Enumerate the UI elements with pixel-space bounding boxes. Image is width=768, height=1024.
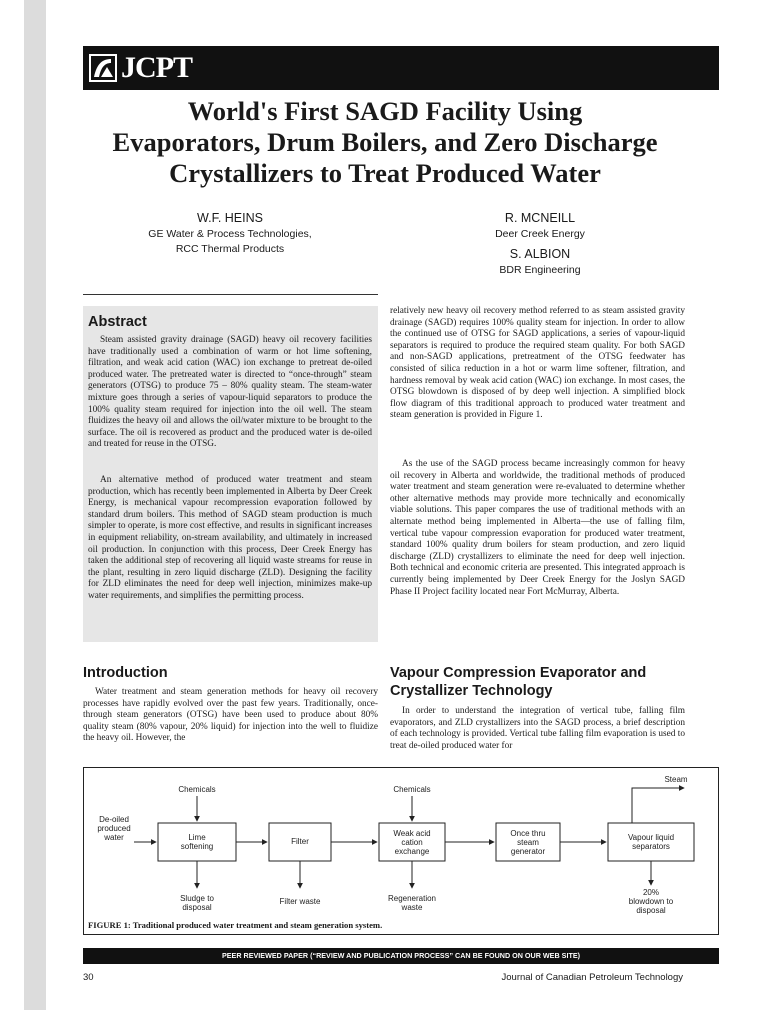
process-flow-diagram	[84, 768, 720, 936]
journal-logo	[89, 50, 192, 86]
paper-title	[83, 96, 687, 189]
author-affiliation: Deer Creek Energy	[495, 228, 585, 240]
introduction-paragraph: Water treatment and steam generation methods for heavy oil recovery processes have rapidly evolved over the past few years. Traditionally, once-through steam generators (OTSG) have been used to produce about 80% quality steam (80% vapour, 20% liquid) for injection into the well to fluidize the heavy oil. However, the	[83, 687, 378, 744]
author-affiliation: BDR Engineering	[499, 264, 581, 276]
author-name: W.F. HEINS	[197, 211, 263, 225]
box-label: Filter	[291, 837, 309, 846]
abstract-top-rule	[83, 294, 378, 295]
logo-text: JCPT	[121, 51, 192, 84]
output-label: 20%	[642, 888, 660, 897]
vapour-section-paragraph: In order to understand the integration of vertical tube, falling film evaporators, and ZLD crystallizers into the SAGD process, a brief description of each technology is provided. Vertical tube falling film evaporation is used to treat de-oiled produced water for	[390, 706, 685, 751]
box-label: cation	[401, 838, 423, 847]
chemicals-label: Chemicals	[393, 785, 431, 794]
box-label: softening	[180, 842, 214, 851]
vapour-section-heading	[390, 664, 690, 700]
author-affiliation: GE Water & Process Technologies,	[148, 228, 312, 240]
heading-line: Vapour Compression Evaporator and	[390, 665, 647, 681]
box-label: Vapour liquid	[627, 833, 675, 842]
author-mcneill	[430, 210, 650, 242]
box-label: generator	[510, 847, 546, 856]
journal-name: Journal of Canadian Petroleum Technology	[501, 972, 683, 983]
logo-emblem-icon	[89, 53, 119, 83]
input-label: water	[104, 833, 124, 842]
input-label: produced	[97, 824, 131, 833]
output-label: Regeneration	[387, 894, 437, 903]
page-number: 30	[83, 972, 94, 983]
abstract-heading: Abstract	[88, 314, 147, 330]
box-label: exchange	[394, 847, 430, 856]
heading-line: Crystallizer Technology	[390, 683, 553, 699]
author-albion	[430, 246, 650, 278]
author-affiliation: RCC Thermal Products	[175, 243, 285, 255]
output-label: Filter waste	[279, 897, 321, 906]
steam-arrow	[632, 788, 684, 823]
abstract-paragraph: Steam assisted gravity drainage (SAGD) heavy oil recovery facilities have traditionally used a combination of warm or hot lime softening, filtration, and weak acid cation (WAC) ion exchange to pretreat de-oiled produced water. The pretreated water is directed to “once-through” steam generators (OTSG) to produce 75 – 80% quality steam. The steam-water mixture goes through a series of vapour-liquid separators to produce the 100% quality steam required for injection into the oil well. The steam fluidizes the heavy oil and allows the oil/water mixture to be brought to the surface. The oil is recovered as product and the produced water is de-oiled and treated for reuse in the OTSG.	[88, 335, 372, 450]
author-name: R. MCNEILL	[504, 211, 576, 225]
box-label: separators	[632, 842, 670, 851]
output-label: disposal	[182, 903, 212, 912]
title-line: Crystallizers to Treat Produced Water	[169, 158, 601, 188]
box-label: Weak acid	[393, 829, 431, 838]
abstract-paragraph: An alternative method of produced water treatment and steam production, which has recently been implemented in Alberta by Deer Creek Energy, is mechanical vapour recompression evaporation followed by standard drum boilers. This method of SAGD steam production is much simpler to operate, is more cost effective, and results in significant increases in equipment reliability, on-stream availability, and ultimately in increased oil production. In conjunction with this process, Deer Creek Energy has taken the additional step of recovering all liquid waste streams for reuse in the plant, resulting in zero liquid discharge (ZLD). Designing the facility for ZLD eliminates the need for deep well injection, minimizes make-up water requirements, and simplifies the permitting process.	[88, 475, 372, 601]
side-strip	[24, 0, 46, 1010]
figure-caption: FIGURE 1: Traditional produced water treatment and steam generation system.	[88, 920, 383, 930]
output-label: Sludge to	[180, 894, 214, 903]
journal-header-bar	[83, 46, 719, 90]
author-name: S. ALBION	[509, 247, 571, 261]
output-label: waste	[401, 903, 423, 912]
author-heins	[100, 210, 360, 257]
figure-1	[83, 767, 719, 935]
introduction-heading: Introduction	[83, 665, 168, 681]
chemicals-label: Chemicals	[178, 785, 216, 794]
peer-review-banner: PEER REVIEWED PAPER (“REVIEW AND PUBLICATION PROCESS” CAN BE FOUND ON OUR WEB SITE)	[83, 948, 719, 964]
box-label: Lime	[188, 833, 206, 842]
title-line: Evaporators, Drum Boilers, and Zero Discharge	[112, 127, 658, 157]
input-label: De-oiled	[99, 815, 129, 824]
steam-label: Steam	[664, 775, 688, 784]
body-paragraph: As the use of the SAGD process became increasingly common for heavy oil recovery in Alberta and worldwide, the traditional methods of produced water treatment and steam generation were re-evaluated to determine whether other alternative methods may provide more technically and economically viable solutions. This paper compares the use of traditional methods with an alternate method being implemented in Alberta—the use of falling film, vertical tube vapour compression evaporation for produced water treatment, standard 100% quality drum boilers for steam production, and zero liquid discharge (ZLD) crystallizers to eliminate the need for deep well injection. Both technical and economic criteria are presented. This integrated approach is currently being implemented by Deer Creek Energy for the Joslyn SAGD Phase II Project facility located near Fort McMurray, Alberta.	[390, 459, 685, 597]
box-label: steam	[517, 838, 539, 847]
output-label: disposal	[636, 906, 666, 915]
box-label: Once thru	[510, 829, 546, 838]
body-paragraph: relatively new heavy oil recovery method referred to as steam assisted gravity drainage (SAGD) requires 100% quality steam for injection. In order to allow the continued use of OTSG for SAGD applications, a series of vapour-liquid separators is required to produce the required steam quality. For both SAGD and non-SAGD applications, pretreatment of the OTSG feedwater has consisted of silica reduction in a hot or warm lime softener, filtration, and hardness removal by weak acid cation (WAC) ion exchange. In most cases, the OTSG blowdown is disposed of by deep well injection. A simplified block flow diagram of this traditional approach to produced water treatment and steam generation is provided in Figure 1.	[390, 306, 685, 421]
title-line: World's First SAGD Facility Using	[187, 96, 583, 126]
output-label: blowdown to	[628, 897, 674, 906]
